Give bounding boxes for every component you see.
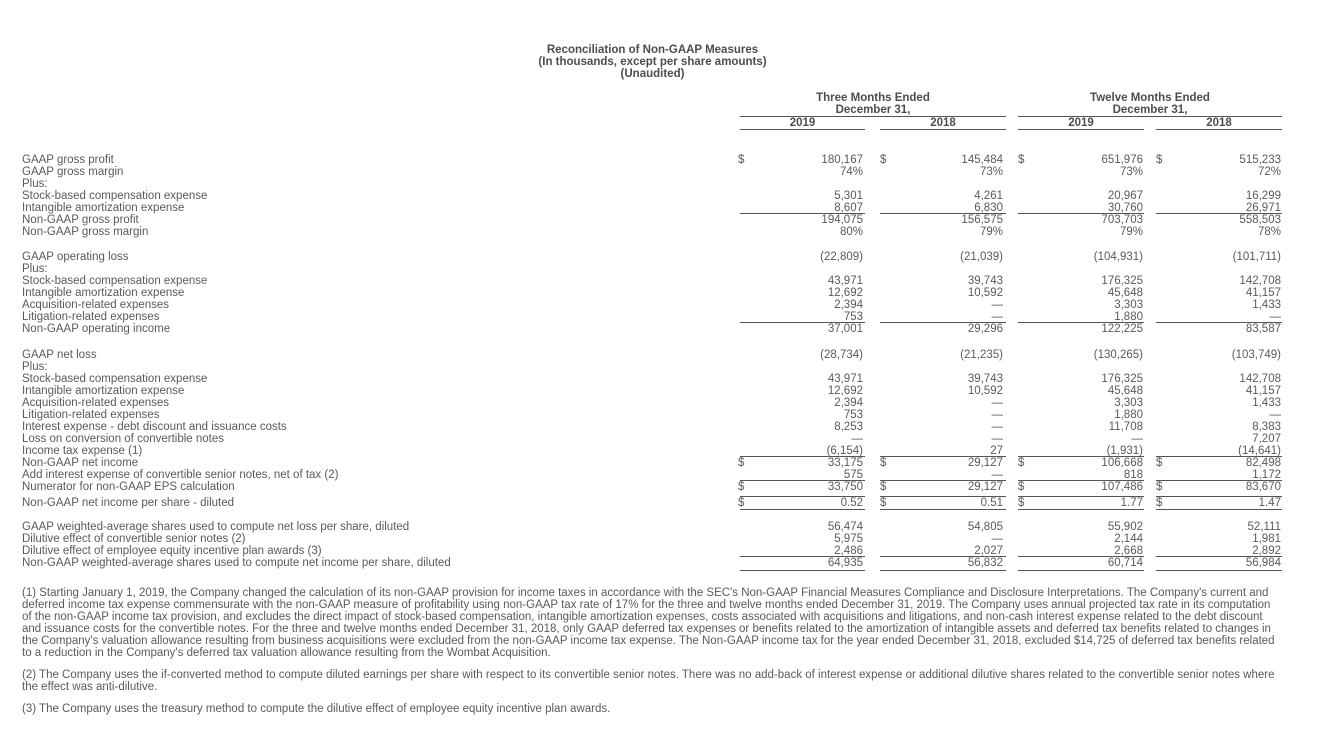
per-share-rule bbox=[1018, 509, 1144, 510]
table-row bbox=[0, 263, 1335, 275]
subtotal-rule bbox=[1018, 322, 1144, 323]
dollar-sign: $ bbox=[880, 481, 887, 493]
row-value-col-3: 11,708 bbox=[1108, 421, 1143, 433]
subtotal-rule bbox=[1156, 213, 1282, 214]
row-value-col-4: 78% bbox=[1257, 226, 1281, 238]
row-value-col-4: 26,971 bbox=[1245, 202, 1281, 214]
row-value-col-1: (28,734) bbox=[820, 349, 863, 361]
row-value-col-4: 1,981 bbox=[1252, 533, 1281, 545]
row-value-col-2: — bbox=[991, 311, 1003, 323]
year-rule-4 bbox=[1156, 129, 1282, 130]
row-value-col-1: (22,809) bbox=[820, 251, 863, 263]
row-value-col-2: 29,296 bbox=[967, 323, 1003, 335]
row-value-col-2: 39,743 bbox=[967, 275, 1003, 287]
row-value-col-3: 818 bbox=[1123, 469, 1143, 481]
twelve-months-header-line-1: Twelve Months Ended bbox=[1090, 92, 1210, 104]
row-value-col-4: 82,498 bbox=[1245, 457, 1281, 469]
twelve-months-header bbox=[1018, 92, 1282, 116]
row-value-col-3: 1,880 bbox=[1114, 409, 1143, 421]
row-label: Non-GAAP operating income bbox=[22, 323, 171, 335]
row-value-col-2: 73% bbox=[979, 166, 1003, 178]
three-months-header-line-2: December 31, bbox=[835, 104, 911, 116]
table-row bbox=[0, 275, 1335, 287]
row-value-col-3: 107,486 bbox=[1101, 481, 1143, 493]
row-value-col-4: (103,749) bbox=[1231, 349, 1281, 361]
subtotal-rule bbox=[1018, 213, 1144, 214]
row-value-col-3: (130,265) bbox=[1093, 349, 1143, 361]
table-row bbox=[0, 397, 1335, 409]
row-value-col-2: 145,484 bbox=[961, 154, 1003, 166]
row-value-col-1: 80% bbox=[839, 226, 863, 238]
row-value-col-2: 54,805 bbox=[967, 521, 1003, 533]
row-value-col-3: 703,703 bbox=[1101, 214, 1143, 226]
year-header-2: 2018 bbox=[930, 117, 956, 129]
per-share-rule bbox=[740, 509, 865, 510]
row-label: Numerator for non-GAAP EPS calculation bbox=[22, 481, 235, 493]
row-value-col-4: — bbox=[1269, 311, 1281, 323]
row-value-col-2: — bbox=[991, 533, 1003, 545]
row-value-col-1: — bbox=[851, 433, 863, 445]
row-value-col-1: 753 bbox=[843, 409, 863, 421]
row-value-col-1: 8,253 bbox=[834, 421, 863, 433]
row-value-col-3: 176,325 bbox=[1101, 373, 1143, 385]
per-share-rule bbox=[1156, 509, 1282, 510]
per-share-rule bbox=[1156, 496, 1282, 497]
row-value-col-4: 41,157 bbox=[1245, 385, 1281, 397]
table-row bbox=[0, 421, 1335, 433]
row-label: Litigation-related expenses bbox=[22, 409, 160, 421]
dollar-sign: $ bbox=[880, 154, 887, 166]
row-label: Non-GAAP gross profit bbox=[22, 214, 139, 226]
row-value-col-3: 73% bbox=[1119, 166, 1143, 178]
dollar-sign: $ bbox=[880, 457, 887, 469]
row-value-col-3: 45,648 bbox=[1107, 385, 1143, 397]
row-value-col-4: 558,503 bbox=[1239, 214, 1281, 226]
row-label: Acquisition-related expenses bbox=[22, 397, 170, 409]
total-rule bbox=[1156, 570, 1282, 571]
table-row bbox=[0, 178, 1335, 190]
row-value-col-1: 56,474 bbox=[827, 521, 863, 533]
row-value-col-2: 0.51 bbox=[980, 497, 1003, 509]
table-row bbox=[0, 409, 1335, 421]
subtotal-rule bbox=[1156, 322, 1282, 323]
row-label: Intangible amortization expense bbox=[22, 287, 185, 299]
footnote-1: (1) Starting January 1, 2019, the Company changed the calculation of its non-GAAP provision for income taxes in accordance with the SEC's Non-GAAP Financial Measures Compliance and Disclosure Interpretations. The Company's current and deferred income tax expense commensurate with the non-GAAP measure of profitability using non-GAAP tax rate of 17% for the three and twelve months ended December 31, 2019. The Company uses annual projected tax rate in its computation of the non-GAAP income tax provision, and excludes the direct impact of stock-based compensation, intangible amortization expenses, costs associated with acquisitions and litigations, and non-cash interest expense related to the debt discount and issuance costs for the convertible notes. For the three and twelve months ended December 31, 2018, only GAAP deferred tax expenses or benefits related to the amortization of intangible assets and deferred tax benefits related to changes in the Company's valuation allowance resulting from business acquisitions were excluded from the non-GAAP income tax expense. The Non-GAAP income tax for the year ended December 31, 2018, excluded $14,725 of deferred tax benefits related to a reduction in the Company's deferred tax valuation allowance resulting from the Wombat Acquisition. bbox=[22, 587, 1275, 659]
dollar-sign: $ bbox=[1156, 481, 1163, 493]
row-value-col-1: 74% bbox=[839, 166, 863, 178]
title-line-3: (Unaudited) bbox=[620, 68, 685, 80]
row-value-col-3: (1,931) bbox=[1106, 445, 1143, 457]
three-months-header bbox=[740, 92, 1006, 116]
row-value-col-3: 2,668 bbox=[1114, 545, 1143, 557]
row-label: Intangible amortization expense bbox=[22, 202, 185, 214]
row-value-col-2: 156,575 bbox=[961, 214, 1003, 226]
row-value-col-2: — bbox=[991, 469, 1003, 481]
row-value-col-4: 8,383 bbox=[1252, 421, 1281, 433]
row-value-col-4: 1,433 bbox=[1252, 299, 1281, 311]
year-header-1: 2019 bbox=[789, 117, 816, 129]
table-row bbox=[0, 226, 1335, 238]
subtotal-rule bbox=[740, 456, 865, 457]
total-rule bbox=[1018, 570, 1144, 571]
row-label: Loss on conversion of convertible notes bbox=[22, 433, 225, 445]
row-label: Dilutive effect of convertible senior notes (2) bbox=[22, 533, 246, 545]
row-label: Add interest expense of convertible senior notes, net of tax (2) bbox=[22, 469, 339, 481]
row-value-col-1: 12,692 bbox=[827, 287, 863, 299]
row-label: Non-GAAP net income bbox=[22, 457, 139, 469]
per-share-rule bbox=[880, 509, 1006, 510]
row-value-col-4: 41,157 bbox=[1245, 287, 1281, 299]
row-value-col-3: — bbox=[1131, 433, 1143, 445]
row-value-col-4: 515,233 bbox=[1239, 154, 1281, 166]
row-label: Non-GAAP gross margin bbox=[22, 226, 149, 238]
row-label: Plus: bbox=[22, 361, 48, 373]
table-row bbox=[0, 481, 1335, 493]
table-row bbox=[0, 299, 1335, 311]
row-value-col-1: 33,750 bbox=[827, 481, 863, 493]
row-value-col-2: 39,743 bbox=[967, 373, 1003, 385]
row-value-col-4: 1,172 bbox=[1252, 469, 1281, 481]
dollar-sign: $ bbox=[738, 457, 745, 469]
table-row bbox=[0, 214, 1335, 226]
total-rule bbox=[740, 570, 865, 571]
table-row bbox=[0, 287, 1335, 299]
row-value-col-4: 56,984 bbox=[1245, 557, 1281, 569]
row-value-col-4: 83,587 bbox=[1245, 323, 1281, 335]
title-line-1: Reconciliation of Non-GAAP Measures bbox=[546, 44, 759, 56]
row-value-col-1: 180,167 bbox=[821, 154, 863, 166]
row-value-col-1: 33,175 bbox=[827, 457, 863, 469]
report-title bbox=[500, 44, 805, 80]
row-value-col-1: 2,394 bbox=[834, 397, 863, 409]
row-value-col-1: 43,971 bbox=[827, 373, 863, 385]
subtotal-rule bbox=[880, 456, 1006, 457]
row-value-col-2: (21,039) bbox=[960, 251, 1003, 263]
row-value-col-4: 142,708 bbox=[1239, 373, 1281, 385]
dollar-sign: $ bbox=[1018, 154, 1025, 166]
subtotal-rule bbox=[1156, 456, 1282, 457]
row-value-col-3: 1,880 bbox=[1114, 311, 1143, 323]
row-value-col-1: 12,692 bbox=[827, 385, 863, 397]
row-value-col-3: 20,967 bbox=[1107, 190, 1143, 202]
dollar-sign: $ bbox=[880, 497, 887, 509]
dollar-sign: $ bbox=[1156, 497, 1163, 509]
row-value-col-1: 2,486 bbox=[834, 545, 863, 557]
dollar-sign: $ bbox=[1018, 481, 1025, 493]
table-row bbox=[0, 349, 1335, 361]
table-row bbox=[0, 361, 1335, 373]
row-value-col-2: 10,592 bbox=[967, 287, 1003, 299]
row-value-col-1: 2,394 bbox=[834, 299, 863, 311]
row-value-col-3: 651,976 bbox=[1101, 154, 1143, 166]
row-value-col-3: (104,931) bbox=[1093, 251, 1143, 263]
subtotal-rule bbox=[1156, 480, 1282, 481]
subtotal-rule bbox=[740, 322, 865, 323]
row-label: Dilutive effect of employee equity incentive plan awards (3) bbox=[22, 545, 322, 557]
row-label: Litigation-related expenses bbox=[22, 311, 160, 323]
dollar-sign: $ bbox=[1018, 497, 1025, 509]
row-value-col-3: 45,648 bbox=[1107, 287, 1143, 299]
subtotal-rule bbox=[1018, 556, 1144, 557]
row-value-col-1: 5,301 bbox=[834, 190, 863, 202]
row-value-col-2: 10,592 bbox=[967, 385, 1003, 397]
per-share-rule bbox=[740, 496, 865, 497]
table-row bbox=[0, 521, 1335, 533]
subtotal-rule bbox=[740, 556, 865, 557]
per-share-rule bbox=[1018, 496, 1144, 497]
table-row bbox=[0, 373, 1335, 385]
year-rule-2 bbox=[880, 129, 1006, 130]
subtotal-rule bbox=[1018, 480, 1144, 481]
footnotes bbox=[22, 587, 1282, 725]
subtotal-rule bbox=[880, 480, 1006, 481]
twelve-months-header-line-2: December 31, bbox=[1112, 104, 1188, 116]
table-row bbox=[0, 190, 1335, 202]
row-label: GAAP operating loss bbox=[22, 251, 129, 263]
row-value-col-3: 2,144 bbox=[1114, 533, 1143, 545]
row-value-col-3: 30,760 bbox=[1107, 202, 1143, 214]
table-row bbox=[0, 323, 1335, 335]
row-value-col-2: 2,027 bbox=[974, 545, 1003, 557]
row-value-col-2: — bbox=[991, 299, 1003, 311]
row-value-col-2: — bbox=[991, 397, 1003, 409]
row-value-col-3: 122,225 bbox=[1101, 323, 1143, 335]
row-value-col-4: 1.47 bbox=[1258, 497, 1281, 509]
row-value-col-1: 0.52 bbox=[840, 497, 863, 509]
subtotal-rule bbox=[880, 556, 1006, 557]
table-row bbox=[0, 154, 1335, 166]
per-share-rule bbox=[880, 496, 1006, 497]
row-value-col-2: — bbox=[991, 433, 1003, 445]
row-value-col-2: 27 bbox=[990, 445, 1003, 457]
subtotal-rule bbox=[880, 213, 1006, 214]
row-label: Interest expense - debt discount and issuance costs bbox=[22, 421, 287, 433]
row-value-col-3: 3,303 bbox=[1114, 299, 1143, 311]
row-value-col-4: 142,708 bbox=[1239, 275, 1281, 287]
row-label: Plus: bbox=[22, 263, 48, 275]
row-value-col-1: 37,001 bbox=[827, 323, 863, 335]
row-label: Non-GAAP weighted-average shares used to compute net income per share, diluted bbox=[22, 557, 451, 569]
row-value-col-3: 60,714 bbox=[1107, 557, 1143, 569]
row-value-col-4: (101,711) bbox=[1232, 251, 1281, 263]
row-label: Plus: bbox=[22, 178, 48, 190]
dollar-sign: $ bbox=[738, 497, 745, 509]
row-value-col-3: 176,325 bbox=[1101, 275, 1143, 287]
dollar-sign: $ bbox=[1156, 457, 1163, 469]
row-label: Stock-based compensation expense bbox=[22, 190, 208, 202]
row-value-col-3: 3,303 bbox=[1114, 397, 1143, 409]
dollar-sign: $ bbox=[1156, 154, 1163, 166]
row-value-col-4: 83,670 bbox=[1245, 481, 1281, 493]
row-label: GAAP net loss bbox=[22, 349, 97, 361]
row-value-col-2: 6,830 bbox=[974, 202, 1003, 214]
year-rule-3 bbox=[1018, 129, 1144, 130]
subtotal-rule bbox=[740, 480, 865, 481]
footnote-2: (2) The Company uses the if-converted method to compute diluted earnings per share with respect to its convertible senior notes. There was no add-back of interest expense or additional dilutive shares related to the convertible senior notes where the effect was anti-dilutive. bbox=[22, 669, 1275, 693]
subtotal-rule bbox=[1156, 556, 1282, 557]
dollar-sign: $ bbox=[738, 154, 745, 166]
row-value-col-1: 753 bbox=[843, 311, 863, 323]
row-label: GAAP weighted-average shares used to compute net loss per share, diluted bbox=[22, 521, 410, 533]
row-label: Non-GAAP net income per share - diluted bbox=[22, 497, 235, 509]
row-label: Stock-based compensation expense bbox=[22, 373, 208, 385]
row-value-col-2: 56,832 bbox=[967, 557, 1003, 569]
total-rule bbox=[880, 570, 1006, 571]
row-label: Intangible amortization expense bbox=[22, 385, 185, 397]
table-row bbox=[0, 166, 1335, 178]
title-line-2: (In thousands, except per share amounts) bbox=[538, 56, 767, 68]
row-value-col-1: 5,975 bbox=[834, 533, 863, 545]
table-row bbox=[0, 385, 1335, 397]
footnote-3: (3) The Company uses the treasury method to compute the dilutive effect of employee equity incentive plan awards. bbox=[22, 703, 611, 715]
row-value-col-2: — bbox=[991, 409, 1003, 421]
table-row bbox=[0, 251, 1335, 263]
dollar-sign: $ bbox=[738, 481, 745, 493]
subtotal-rule bbox=[1018, 456, 1144, 457]
row-value-col-2: 79% bbox=[979, 226, 1003, 238]
row-value-col-4: 2,892 bbox=[1252, 545, 1281, 557]
row-value-col-3: 55,902 bbox=[1107, 521, 1143, 533]
dollar-sign: $ bbox=[1018, 457, 1025, 469]
row-value-col-1: 43,971 bbox=[827, 275, 863, 287]
row-value-col-1: 194,075 bbox=[821, 214, 863, 226]
table-row bbox=[0, 433, 1335, 445]
subtotal-rule bbox=[740, 213, 865, 214]
row-value-col-4: 52,111 bbox=[1247, 521, 1281, 533]
table-row bbox=[0, 497, 1335, 509]
row-value-col-4: (14,641) bbox=[1238, 445, 1281, 457]
row-value-col-3: 106,668 bbox=[1101, 457, 1143, 469]
year-header-3: 2019 bbox=[1068, 117, 1094, 129]
row-value-col-2: 29,127 bbox=[967, 457, 1003, 469]
table-row bbox=[0, 533, 1335, 545]
row-label: Acquisition-related expenses bbox=[22, 299, 170, 311]
row-label: Income tax expense (1) bbox=[22, 445, 143, 457]
row-value-col-4: 1,433 bbox=[1252, 397, 1281, 409]
row-value-col-1: 575 bbox=[843, 469, 863, 481]
row-label: GAAP gross profit bbox=[22, 154, 114, 166]
row-label: Stock-based compensation expense bbox=[22, 275, 208, 287]
table-row bbox=[0, 557, 1335, 569]
subtotal-rule bbox=[880, 322, 1006, 323]
row-value-col-1: 8,607 bbox=[834, 202, 863, 214]
three-months-header-line-1: Three Months Ended bbox=[816, 92, 930, 104]
row-value-col-3: 1.77 bbox=[1120, 497, 1143, 509]
row-value-col-3: 79% bbox=[1119, 226, 1143, 238]
row-value-col-2: 29,127 bbox=[967, 481, 1003, 493]
table-row bbox=[0, 457, 1335, 469]
row-value-col-2: (21,235) bbox=[960, 349, 1003, 361]
row-label: GAAP gross margin bbox=[22, 166, 124, 178]
row-value-col-4: — bbox=[1269, 409, 1281, 421]
row-value-col-1: (6,154) bbox=[826, 445, 863, 457]
row-value-col-2: — bbox=[991, 421, 1003, 433]
row-value-col-4: 7,207 bbox=[1252, 433, 1281, 445]
row-value-col-4: 16,299 bbox=[1245, 190, 1281, 202]
year-header-4: 2018 bbox=[1206, 117, 1232, 129]
row-value-col-4: 72% bbox=[1257, 166, 1281, 178]
year-rule-1 bbox=[740, 129, 865, 130]
row-value-col-2: 4,261 bbox=[974, 190, 1003, 202]
row-value-col-1: 64,935 bbox=[827, 557, 863, 569]
